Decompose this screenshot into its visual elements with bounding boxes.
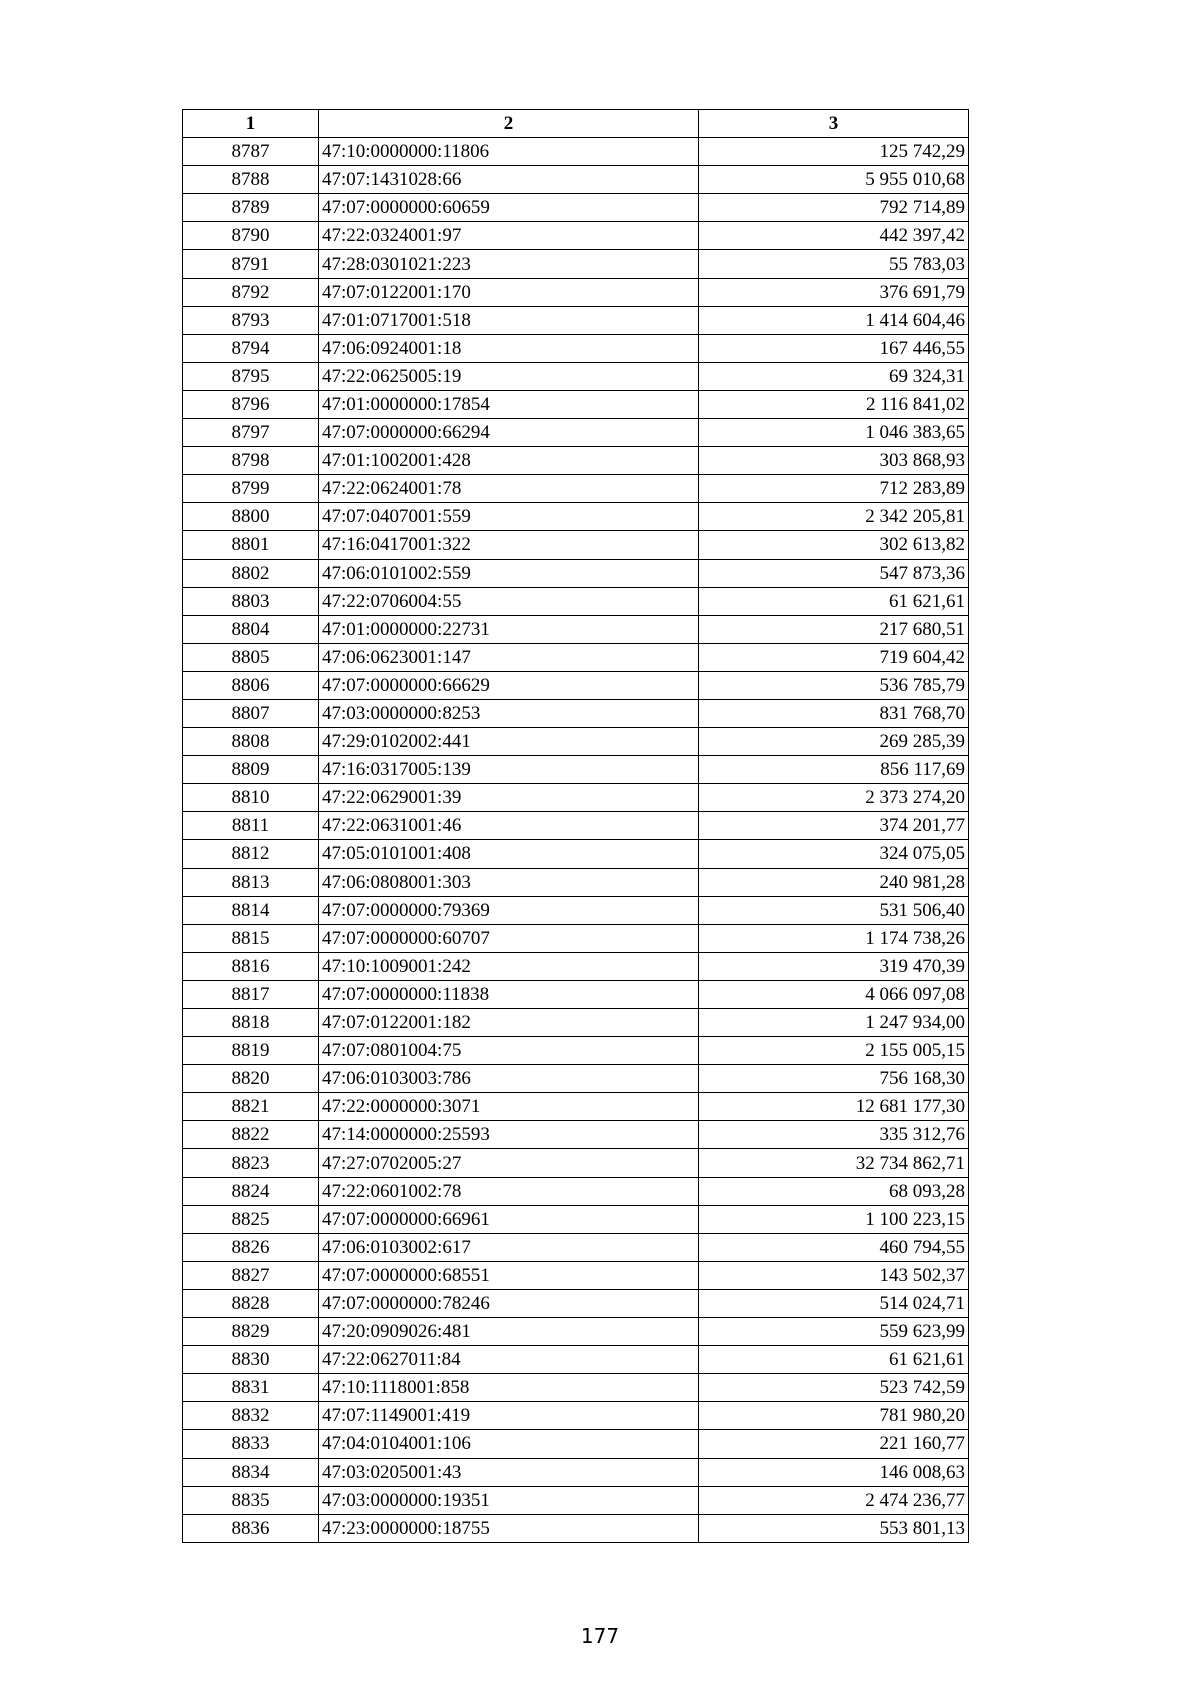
cadastral-number-cell: 47:29:0102002:441 (319, 728, 699, 756)
cadastral-number-cell: 47:07:0000000:78246 (319, 1289, 699, 1317)
table-row (183, 587, 969, 615)
column-header-1: 1 (183, 110, 319, 138)
table-row (183, 1430, 969, 1458)
value-cell: 143 502,37 (699, 1261, 969, 1289)
value-cell: 374 201,77 (699, 812, 969, 840)
value-cell: 303 868,93 (699, 447, 969, 475)
value-cell: 68 093,28 (699, 1177, 969, 1205)
cadastral-number-cell: 47:07:1431028:66 (319, 166, 699, 194)
cadastral-number-cell: 47:28:0301021:223 (319, 250, 699, 278)
document-page (182, 109, 969, 1543)
cadastral-number-cell: 47:22:0601002:78 (319, 1177, 699, 1205)
table-row (183, 671, 969, 699)
table-row (183, 643, 969, 671)
row-number-cell: 8792 (183, 278, 319, 306)
value-cell: 2 373 274,20 (699, 784, 969, 812)
row-number-cell: 8801 (183, 531, 319, 559)
row-number-cell: 8835 (183, 1486, 319, 1514)
value-cell: 2 155 005,15 (699, 1037, 969, 1065)
value-cell: 2 342 205,81 (699, 503, 969, 531)
row-number-cell: 8817 (183, 980, 319, 1008)
value-cell: 302 613,82 (699, 531, 969, 559)
value-cell: 376 691,79 (699, 278, 969, 306)
table-row (183, 812, 969, 840)
value-cell: 1 414 604,46 (699, 306, 969, 334)
table-row (183, 1261, 969, 1289)
cadastral-number-cell: 47:03:0205001:43 (319, 1458, 699, 1486)
cadastral-number-cell: 47:14:0000000:25593 (319, 1121, 699, 1149)
row-number-cell: 8809 (183, 756, 319, 784)
value-cell: 69 324,31 (699, 362, 969, 390)
value-cell: 221 160,77 (699, 1430, 969, 1458)
table-row (183, 419, 969, 447)
table-row (183, 559, 969, 587)
table-row (183, 868, 969, 896)
cadastral-number-cell: 47:22:0000000:3071 (319, 1093, 699, 1121)
value-cell: 1 174 738,26 (699, 924, 969, 952)
cadastral-number-cell: 47:16:0417001:322 (319, 531, 699, 559)
value-cell: 719 604,42 (699, 643, 969, 671)
row-number-cell: 8815 (183, 924, 319, 952)
cadastral-number-cell: 47:07:0000000:60659 (319, 194, 699, 222)
value-cell: 559 623,99 (699, 1318, 969, 1346)
cadastral-number-cell: 47:06:0103003:786 (319, 1065, 699, 1093)
table-row (183, 1093, 969, 1121)
value-cell: 2 474 236,77 (699, 1486, 969, 1514)
table-row (183, 194, 969, 222)
row-number-cell: 8791 (183, 250, 319, 278)
table-row (183, 1402, 969, 1430)
value-cell: 32 734 862,71 (699, 1149, 969, 1177)
row-number-cell: 8811 (183, 812, 319, 840)
cadastral-number-cell: 47:20:0909026:481 (319, 1318, 699, 1346)
cadastral-number-cell: 47:01:1002001:428 (319, 447, 699, 475)
row-number-cell: 8825 (183, 1205, 319, 1233)
table-row (183, 138, 969, 166)
row-number-cell: 8788 (183, 166, 319, 194)
row-number-cell: 8794 (183, 334, 319, 362)
table-row (183, 784, 969, 812)
table-row (183, 390, 969, 418)
cadastral-number-cell: 47:07:0407001:559 (319, 503, 699, 531)
table-row (183, 1346, 969, 1374)
table-row (183, 896, 969, 924)
row-number-cell: 8832 (183, 1402, 319, 1430)
row-number-cell: 8831 (183, 1374, 319, 1402)
row-number-cell: 8793 (183, 306, 319, 334)
value-cell: 61 621,61 (699, 587, 969, 615)
value-cell: 167 446,55 (699, 334, 969, 362)
cadastral-number-cell: 47:07:0000000:66629 (319, 671, 699, 699)
cadastral-number-cell: 47:06:0924001:18 (319, 334, 699, 362)
row-number-cell: 8798 (183, 447, 319, 475)
table-row (183, 475, 969, 503)
row-number-cell: 8814 (183, 896, 319, 924)
row-number-cell: 8816 (183, 952, 319, 980)
table-row (183, 1486, 969, 1514)
row-number-cell: 8833 (183, 1430, 319, 1458)
cadastral-number-cell: 47:10:1118001:858 (319, 1374, 699, 1402)
value-cell: 2 116 841,02 (699, 390, 969, 418)
value-cell: 335 312,76 (699, 1121, 969, 1149)
row-number-cell: 8828 (183, 1289, 319, 1317)
cadastral-number-cell: 47:07:0122001:170 (319, 278, 699, 306)
value-cell: 553 801,13 (699, 1514, 969, 1542)
table-row (183, 1009, 969, 1037)
page-number: 177 (580, 1624, 620, 1648)
cadastral-number-cell: 47:27:0702005:27 (319, 1149, 699, 1177)
table-row (183, 1458, 969, 1486)
row-number-cell: 8834 (183, 1458, 319, 1486)
value-cell: 217 680,51 (699, 615, 969, 643)
row-number-cell: 8800 (183, 503, 319, 531)
value-cell: 269 285,39 (699, 728, 969, 756)
data-table (182, 109, 969, 1543)
row-number-cell: 8789 (183, 194, 319, 222)
table-row (183, 1177, 969, 1205)
cadastral-number-cell: 47:03:0000000:8253 (319, 699, 699, 727)
row-number-cell: 8795 (183, 362, 319, 390)
cadastral-number-cell: 47:06:0103002:617 (319, 1233, 699, 1261)
table-row (183, 1121, 969, 1149)
cadastral-number-cell: 47:07:1149001:419 (319, 1402, 699, 1430)
table-row (183, 1233, 969, 1261)
row-number-cell: 8821 (183, 1093, 319, 1121)
row-number-cell: 8787 (183, 138, 319, 166)
value-cell: 756 168,30 (699, 1065, 969, 1093)
cadastral-number-cell: 47:06:0808001:303 (319, 868, 699, 896)
cadastral-number-cell: 47:23:0000000:18755 (319, 1514, 699, 1542)
cadastral-number-cell: 47:04:0104001:106 (319, 1430, 699, 1458)
row-number-cell: 8819 (183, 1037, 319, 1065)
table-row (183, 980, 969, 1008)
value-cell: 5 955 010,68 (699, 166, 969, 194)
table-row (183, 306, 969, 334)
cadastral-number-cell: 47:22:0324001:97 (319, 222, 699, 250)
value-cell: 240 981,28 (699, 868, 969, 896)
table-row (183, 278, 969, 306)
value-cell: 531 506,40 (699, 896, 969, 924)
row-number-cell: 8822 (183, 1121, 319, 1149)
table-row (183, 334, 969, 362)
table-row (183, 166, 969, 194)
row-number-cell: 8803 (183, 587, 319, 615)
value-cell: 12 681 177,30 (699, 1093, 969, 1121)
value-cell: 523 742,59 (699, 1374, 969, 1402)
cadastral-number-cell: 47:22:0706004:55 (319, 587, 699, 615)
value-cell: 4 066 097,08 (699, 980, 969, 1008)
cadastral-number-cell: 47:16:0317005:139 (319, 756, 699, 784)
cadastral-number-cell: 47:07:0801004:75 (319, 1037, 699, 1065)
table-row (183, 1037, 969, 1065)
table-row (183, 531, 969, 559)
value-cell: 536 785,79 (699, 671, 969, 699)
table-row (183, 1149, 969, 1177)
row-number-cell: 8807 (183, 699, 319, 727)
row-number-cell: 8820 (183, 1065, 319, 1093)
row-number-cell: 8829 (183, 1318, 319, 1346)
value-cell: 1 046 383,65 (699, 419, 969, 447)
value-cell: 856 117,69 (699, 756, 969, 784)
table-row (183, 447, 969, 475)
table-row (183, 1514, 969, 1542)
row-number-cell: 8812 (183, 840, 319, 868)
value-cell: 442 397,42 (699, 222, 969, 250)
cadastral-number-cell: 47:07:0000000:68551 (319, 1261, 699, 1289)
cadastral-number-cell: 47:05:0101001:408 (319, 840, 699, 868)
cadastral-number-cell: 47:22:0629001:39 (319, 784, 699, 812)
row-number-cell: 8806 (183, 671, 319, 699)
row-number-cell: 8836 (183, 1514, 319, 1542)
row-number-cell: 8805 (183, 643, 319, 671)
column-header-3: 3 (699, 110, 969, 138)
row-number-cell: 8826 (183, 1233, 319, 1261)
cadastral-number-cell: 47:03:0000000:19351 (319, 1486, 699, 1514)
table-row (183, 699, 969, 727)
row-number-cell: 8799 (183, 475, 319, 503)
value-cell: 460 794,55 (699, 1233, 969, 1261)
table-header (183, 110, 969, 138)
row-number-cell: 8796 (183, 390, 319, 418)
cadastral-number-cell: 47:22:0625005:19 (319, 362, 699, 390)
table-body (183, 138, 969, 1543)
cadastral-number-cell: 47:07:0000000:11838 (319, 980, 699, 1008)
cadastral-number-cell: 47:22:0631001:46 (319, 812, 699, 840)
table-row (183, 1289, 969, 1317)
table-row (183, 362, 969, 390)
value-cell: 1 247 934,00 (699, 1009, 969, 1037)
table-row (183, 756, 969, 784)
cadastral-number-cell: 47:10:0000000:11806 (319, 138, 699, 166)
row-number-cell: 8790 (183, 222, 319, 250)
table-row (183, 222, 969, 250)
value-cell: 125 742,29 (699, 138, 969, 166)
cadastral-number-cell: 47:01:0717001:518 (319, 306, 699, 334)
row-number-cell: 8804 (183, 615, 319, 643)
row-number-cell: 8830 (183, 1346, 319, 1374)
table-row (183, 840, 969, 868)
table-row (183, 615, 969, 643)
column-header-2: 2 (319, 110, 699, 138)
row-number-cell: 8827 (183, 1261, 319, 1289)
cadastral-number-cell: 47:06:0101002:559 (319, 559, 699, 587)
table-row (183, 728, 969, 756)
value-cell: 324 075,05 (699, 840, 969, 868)
table-row (183, 1374, 969, 1402)
row-number-cell: 8808 (183, 728, 319, 756)
table-row (183, 952, 969, 980)
cadastral-number-cell: 47:06:0623001:147 (319, 643, 699, 671)
header-row (183, 110, 969, 138)
cadastral-number-cell: 47:07:0000000:60707 (319, 924, 699, 952)
value-cell: 319 470,39 (699, 952, 969, 980)
value-cell: 61 621,61 (699, 1346, 969, 1374)
table-row (183, 503, 969, 531)
row-number-cell: 8802 (183, 559, 319, 587)
cadastral-number-cell: 47:01:0000000:22731 (319, 615, 699, 643)
table-row (183, 250, 969, 278)
value-cell: 514 024,71 (699, 1289, 969, 1317)
value-cell: 831 768,70 (699, 699, 969, 727)
value-cell: 712 283,89 (699, 475, 969, 503)
cadastral-number-cell: 47:22:0624001:78 (319, 475, 699, 503)
row-number-cell: 8813 (183, 868, 319, 896)
row-number-cell: 8810 (183, 784, 319, 812)
table-row (183, 924, 969, 952)
cadastral-number-cell: 47:07:0000000:66961 (319, 1205, 699, 1233)
value-cell: 792 714,89 (699, 194, 969, 222)
row-number-cell: 8824 (183, 1177, 319, 1205)
cadastral-number-cell: 47:07:0122001:182 (319, 1009, 699, 1037)
cadastral-number-cell: 47:07:0000000:79369 (319, 896, 699, 924)
cadastral-number-cell: 47:10:1009001:242 (319, 952, 699, 980)
row-number-cell: 8818 (183, 1009, 319, 1037)
cadastral-number-cell: 47:01:0000000:17854 (319, 390, 699, 418)
value-cell: 55 783,03 (699, 250, 969, 278)
value-cell: 146 008,63 (699, 1458, 969, 1486)
table-row (183, 1065, 969, 1093)
row-number-cell: 8797 (183, 419, 319, 447)
cadastral-number-cell: 47:07:0000000:66294 (319, 419, 699, 447)
table-row (183, 1205, 969, 1233)
value-cell: 781 980,20 (699, 1402, 969, 1430)
row-number-cell: 8823 (183, 1149, 319, 1177)
value-cell: 1 100 223,15 (699, 1205, 969, 1233)
value-cell: 547 873,36 (699, 559, 969, 587)
table-row (183, 1318, 969, 1346)
cadastral-number-cell: 47:22:0627011:84 (319, 1346, 699, 1374)
